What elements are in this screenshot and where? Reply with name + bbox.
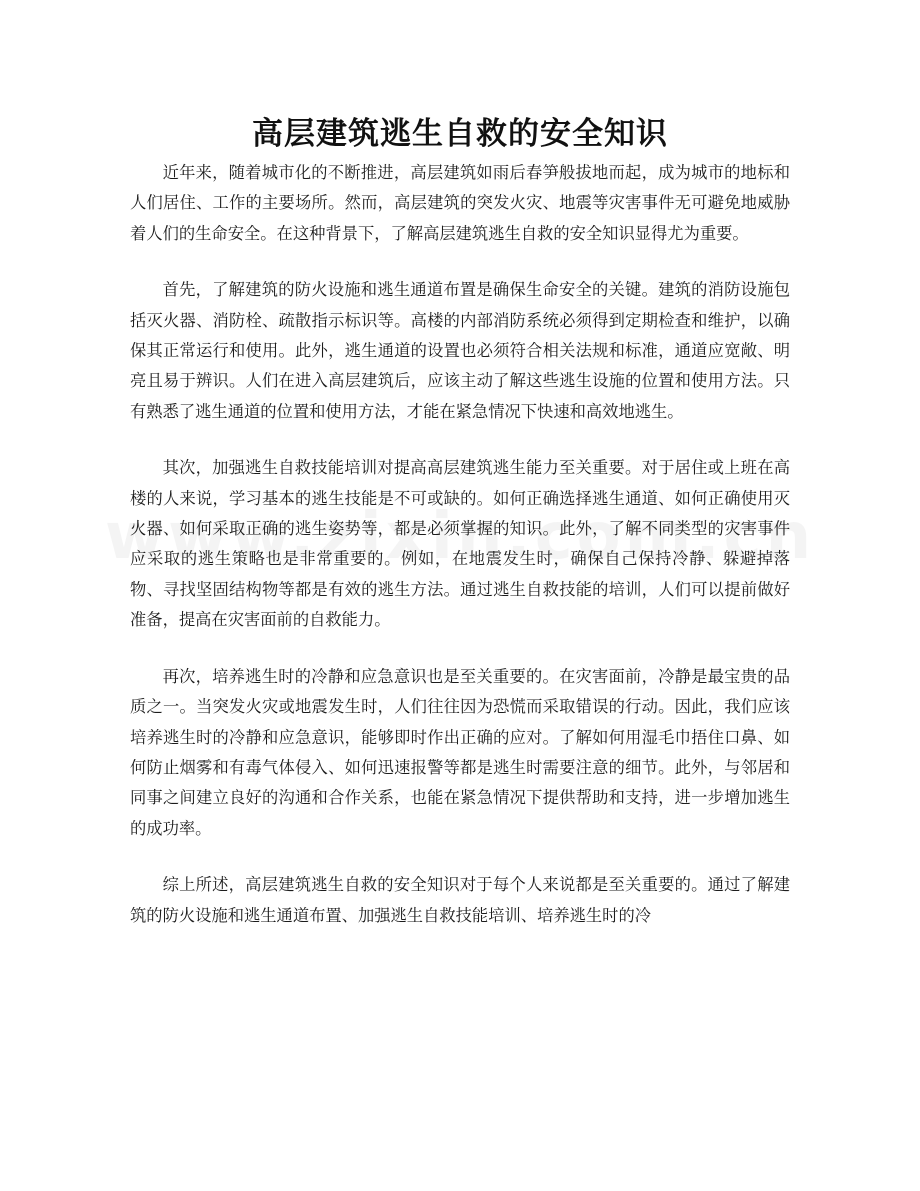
document-title: 高层建筑逃生自救的安全知识 bbox=[252, 116, 668, 152]
document-body bbox=[130, 152, 790, 957]
paragraph-calmness: 再次，培养逃生时的冷静和应急意识也是至关重要的。在灾害面前，冷静是最宝贵的品质之一。当突发火灾或地震发生时，人们往往因为恐慌而采取错误的行动。因此，我们应该培养逃生时的冷静和应急意识，能够即时作出正确的应对。了解如何用湿毛巾捂住口鼻、如何防止烟雾和有毒气体侵入、如何迅速报警等都是逃生时需要注意的细节。此外，与邻居和同事之间建立良好的沟通和合作关系，也能在紧急情况下提供帮助和支持，进一步增加逃生的成功率。 bbox=[130, 666, 790, 838]
paragraph-summary: 综上所述，高层建筑逃生自救的安全知识对于每个人来说都是至关重要的。通过了解建筑的防火设施和逃生通道布置、加强逃生自救技能培训、培养逃生时的冷 bbox=[130, 875, 790, 925]
paragraph-intro: 近年来，随着城市化的不断推进，高层建筑如雨后春笋般拔地而起，成为城市的地标和人们居住、工作的主要场所。然而，高层建筑的突发火灾、地震等灾害事件无可避免地威胁着人们的生命安全。在这种背景下，了解高层建筑逃生自救的安全知识显得尤为重要。 bbox=[130, 163, 790, 243]
paragraph-fire-facilities: 首先，了解建筑的防火设施和逃生通道布置是确保生命安全的关键。建筑的消防设施包括灭火器、消防栓、疏散指示标识等。高楼的内部消防系统必须得到定期检查和维护，以确保其正常运行和使用。此外，逃生通道的设置也必须符合相关法规和标准，通道应宽敞、明亮且易于辨识。人们在进入高层建筑后，应该主动了解这些逃生设施的位置和使用方法。只有熟悉了逃生通道的位置和使用方法，才能在紧急情况下快速和高效地逃生。 bbox=[130, 280, 790, 421]
paragraph-skill-training: 其次，加强逃生自救技能培训对提高高层建筑逃生能力至关重要。对于居住或上班在高楼的人来说，学习基本的逃生技能是不可或缺的。如何正确选择逃生通道、如何正确使用灭火器、如何采取正确的逃生姿势等，都是必须掌握的知识。此外，了解不同类型的灾害事件应采取的逃生策略也是非常重要的。例如，在地震发生时，确保自己保持冷静、躲避掉落物、寻找坚固结构物等都是有效的逃生方法。通过逃生自救技能的培训，人们可以提前做好准备，提高在灾害面前的自救能力。 bbox=[130, 458, 790, 630]
